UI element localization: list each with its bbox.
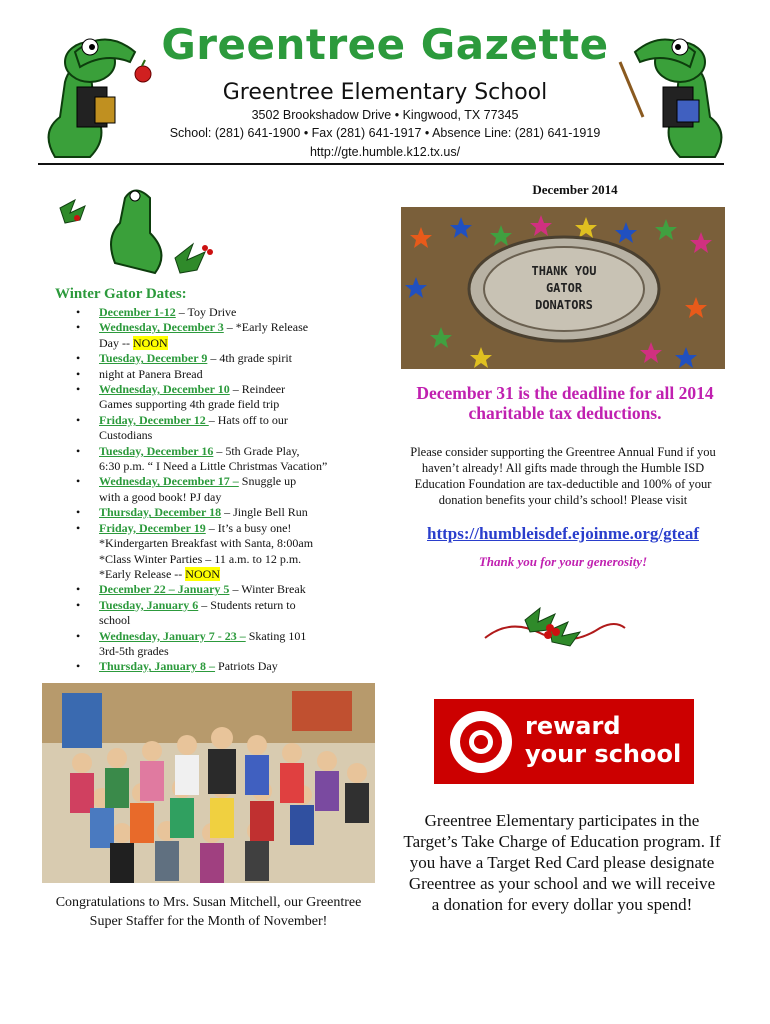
gator-donators-illustration bbox=[401, 207, 725, 369]
super-staffer-caption: Congratulations to Mrs. Susan Mitchell, our Greentree Super Staffer for the Month of November! bbox=[55, 895, 362, 929]
school-name: Greentree Elementary School bbox=[222, 80, 548, 105]
event-text: with a good book! PJ day bbox=[99, 489, 222, 504]
list-item bbox=[68, 521, 368, 583]
event-date: Thursday, January 8 – bbox=[99, 659, 216, 674]
event-date: Wednesday, January 7 - 23 – bbox=[99, 628, 246, 643]
event-text: – Winter Break bbox=[229, 582, 306, 597]
list-item bbox=[68, 382, 368, 413]
header-divider bbox=[38, 163, 724, 165]
event-text: Games supporting 4th grade field trip bbox=[99, 397, 280, 412]
target-logo-line1: reward bbox=[525, 712, 621, 740]
list-item bbox=[68, 659, 368, 674]
gator-mascot-right-image bbox=[615, 22, 735, 162]
issue-date: December 2014 bbox=[532, 182, 618, 197]
annual-fund-text: Please consider supporting the Greentree Annual Fund if you haven’t already! All gifts made through the Humble ISD Education Foundation are tax-deductible and 100% of your donation benefits your child’s school! Please visit bbox=[410, 445, 716, 507]
deadline-heading: December 31 is the deadline for all 2014 charitable tax deductions. bbox=[416, 383, 714, 423]
event-text: – Toy Drive bbox=[175, 305, 237, 319]
school-address: 3502 Brookshadow Drive • Kingwood, TX 77345 bbox=[251, 108, 519, 122]
school-website-link[interactable]: http://gte.humble.k12.tx.us/ bbox=[309, 145, 461, 159]
event-text: – Jingle Bell Run bbox=[221, 505, 308, 520]
target-program-text: Greentree Elementary participates in the Target’s Take Charge of Education program. If you have a Target Red Card please designate Greentree as your school and we will receive a donation for every dollar you spend! bbox=[403, 811, 721, 914]
winter-dates-list bbox=[68, 305, 368, 675]
donor-sign-line3: DONATORS bbox=[535, 298, 593, 312]
list-item bbox=[68, 351, 368, 366]
holly-ornament-image bbox=[480, 598, 630, 656]
gator-mascot-left-image bbox=[35, 22, 155, 162]
event-date: Wednesday, December 10 bbox=[99, 382, 230, 397]
event-text: *Early Release -- NOON bbox=[99, 566, 220, 581]
event-text: Skating 101 bbox=[245, 628, 307, 643]
event-text: – Reindeer bbox=[229, 382, 286, 397]
thank-you-text: Thank you for your generosity! bbox=[478, 554, 648, 569]
event-text: *Kindergarten Breakfast with Santa, 8:00am bbox=[99, 536, 314, 551]
event-text: Snuggle up bbox=[238, 474, 297, 489]
event-date: Wednesday, December 3 bbox=[99, 320, 224, 335]
event-text: – It’s a busy one! bbox=[205, 520, 292, 535]
gazette-title: Greentree Gazette bbox=[161, 20, 609, 69]
highlighted-text: NOON bbox=[132, 335, 168, 350]
event-text: – Hats off to our bbox=[208, 412, 288, 427]
list-item bbox=[68, 629, 368, 660]
list-item bbox=[68, 444, 368, 475]
class-photo-illustration bbox=[42, 683, 375, 883]
list-item bbox=[68, 505, 368, 520]
event-date: Thursday, December 18 bbox=[99, 505, 222, 520]
event-date: Friday, December 19 bbox=[99, 520, 206, 535]
donor-sign-line1: THANK YOU bbox=[531, 264, 597, 278]
list-item bbox=[68, 413, 368, 444]
highlighted-text: NOON bbox=[185, 566, 220, 581]
event-date: Wednesday, December 17 – bbox=[99, 474, 239, 489]
list-item bbox=[68, 582, 368, 597]
event-text: 3rd-5th grades bbox=[99, 643, 169, 658]
event-date: December 1-12 bbox=[99, 305, 176, 319]
target-logo-line2: your school bbox=[525, 740, 682, 768]
event-text: – 4th grade spirit bbox=[207, 351, 292, 366]
list-item bbox=[68, 320, 368, 351]
list-item bbox=[68, 474, 368, 505]
event-text: – 5th Grade Play, bbox=[213, 443, 300, 458]
event-text: night at Panera Bread bbox=[99, 366, 203, 381]
event-text: – Students return to bbox=[198, 597, 296, 612]
class-photo bbox=[42, 683, 375, 883]
event-date: Tuesday, December 9 bbox=[99, 351, 208, 366]
event-text: Custodians bbox=[99, 428, 153, 443]
donor-sign-line2: GATOR bbox=[545, 281, 583, 295]
event-text: *Class Winter Parties – 11 a.m. to 12 p.m. bbox=[99, 551, 302, 566]
event-date: December 22 – January 5 bbox=[99, 582, 230, 597]
event-text: – *Early Release bbox=[223, 320, 309, 335]
list-item bbox=[68, 367, 368, 382]
holiday-gator-image bbox=[55, 178, 245, 283]
list-item bbox=[68, 598, 368, 629]
list-item bbox=[68, 305, 368, 320]
event-date: Tuesday, December 16 bbox=[99, 443, 214, 458]
event-text: school bbox=[99, 613, 131, 628]
winter-dates-heading: Winter Gator Dates: bbox=[55, 286, 187, 302]
donation-link[interactable]: https://humbleisdef.ejoinme.org/gteaf bbox=[427, 524, 699, 543]
event-date: Friday, December 12 bbox=[99, 412, 209, 427]
event-text: Day -- NOON bbox=[99, 335, 168, 350]
event-text: Patriots Day bbox=[215, 659, 278, 674]
target-bullseye-icon bbox=[448, 709, 514, 775]
event-date: Tuesday, January 6 bbox=[99, 597, 199, 612]
event-text: 6:30 p.m. “ I Need a Little Christmas Vacation” bbox=[99, 459, 328, 474]
school-phone-numbers: School: (281) 641-1900 • Fax (281) 641-1917 • Absence Line: (281) 641-1919 bbox=[169, 126, 601, 140]
gator-donators-photo bbox=[401, 207, 725, 369]
